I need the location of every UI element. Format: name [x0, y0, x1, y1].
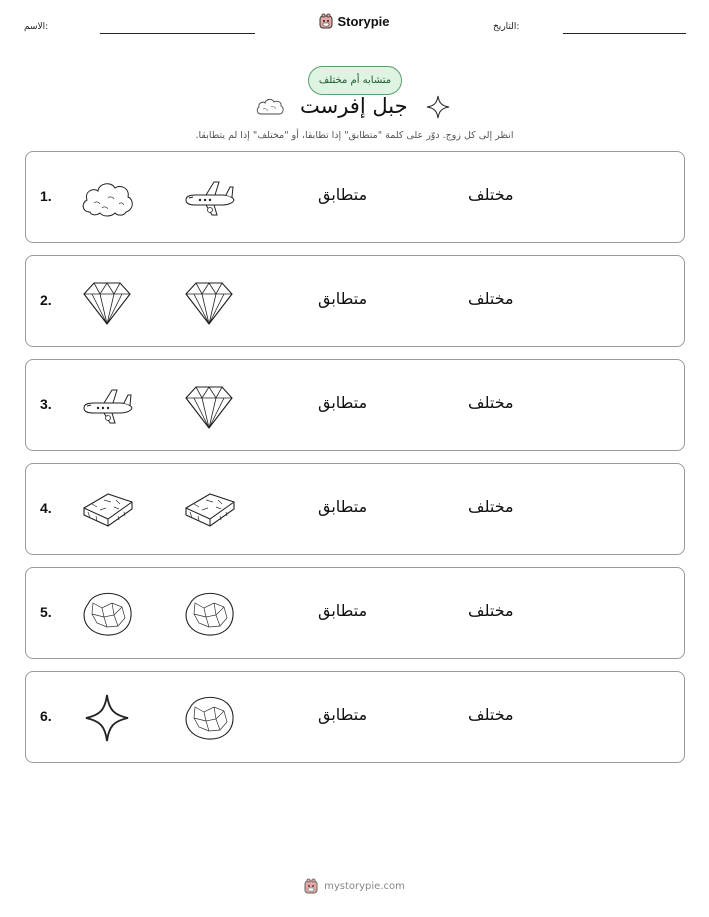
boulder-icon	[180, 690, 238, 746]
different-option[interactable]: مختلف	[468, 601, 514, 620]
diamond-icon	[78, 274, 136, 330]
sparkle-icon	[78, 690, 136, 746]
rock-slab-icon	[180, 482, 238, 538]
cloud-icon	[78, 170, 136, 226]
same-option[interactable]: متطابق	[318, 393, 368, 412]
row-number: 1.	[40, 188, 52, 204]
same-option[interactable]: متطابق	[318, 185, 368, 204]
mascot-icon	[319, 13, 333, 29]
name-line[interactable]	[100, 33, 255, 34]
different-option[interactable]: مختلف	[468, 289, 514, 308]
mascot-icon	[304, 878, 318, 894]
page-title: جبل إفرست	[300, 94, 408, 118]
name-label: الاسم:	[24, 22, 49, 32]
title-row	[0, 92, 709, 126]
exercise-row	[25, 359, 685, 451]
worksheet-type-badge: متشابه أم مختلف	[308, 66, 402, 95]
exercise-row	[25, 463, 685, 555]
row-number: 5.	[40, 604, 52, 620]
same-option[interactable]: متطابق	[318, 705, 368, 724]
footer	[0, 878, 709, 894]
row-number: 6.	[40, 708, 52, 724]
exercise-row	[25, 567, 685, 659]
different-option[interactable]: مختلف	[468, 705, 514, 724]
same-option[interactable]: متطابق	[318, 601, 368, 620]
footer-site: mystorypie.com	[324, 880, 405, 892]
different-option[interactable]: مختلف	[468, 497, 514, 516]
date-line[interactable]	[563, 33, 686, 34]
row-number: 3.	[40, 396, 52, 412]
diamond-icon	[180, 378, 238, 434]
boulder-icon	[180, 586, 238, 642]
exercise-row	[25, 151, 685, 243]
same-option[interactable]: متطابق	[318, 289, 368, 308]
boulder-icon	[78, 586, 136, 642]
rock-slab-icon	[78, 482, 136, 538]
row-number: 2.	[40, 292, 52, 308]
instructions: انظر إلى كل زوج. دوّر على كلمة "متطابق" إذا تطابقا، أو "مختلف" إذا لم يتطابقا.	[195, 130, 514, 141]
cloud-icon	[255, 96, 285, 118]
sparkle-icon	[426, 95, 450, 119]
brand-name: Storypie	[337, 13, 390, 29]
brand-logo	[0, 13, 709, 29]
date-label: التاريخ:	[493, 22, 520, 32]
same-option[interactable]: متطابق	[318, 497, 368, 516]
row-number: 4.	[40, 500, 52, 516]
different-option[interactable]: مختلف	[468, 185, 514, 204]
exercise-row	[25, 255, 685, 347]
diamond-icon	[180, 274, 238, 330]
airplane-icon	[180, 170, 238, 226]
airplane-icon	[78, 378, 136, 434]
different-option[interactable]: مختلف	[468, 393, 514, 412]
exercise-row	[25, 671, 685, 763]
